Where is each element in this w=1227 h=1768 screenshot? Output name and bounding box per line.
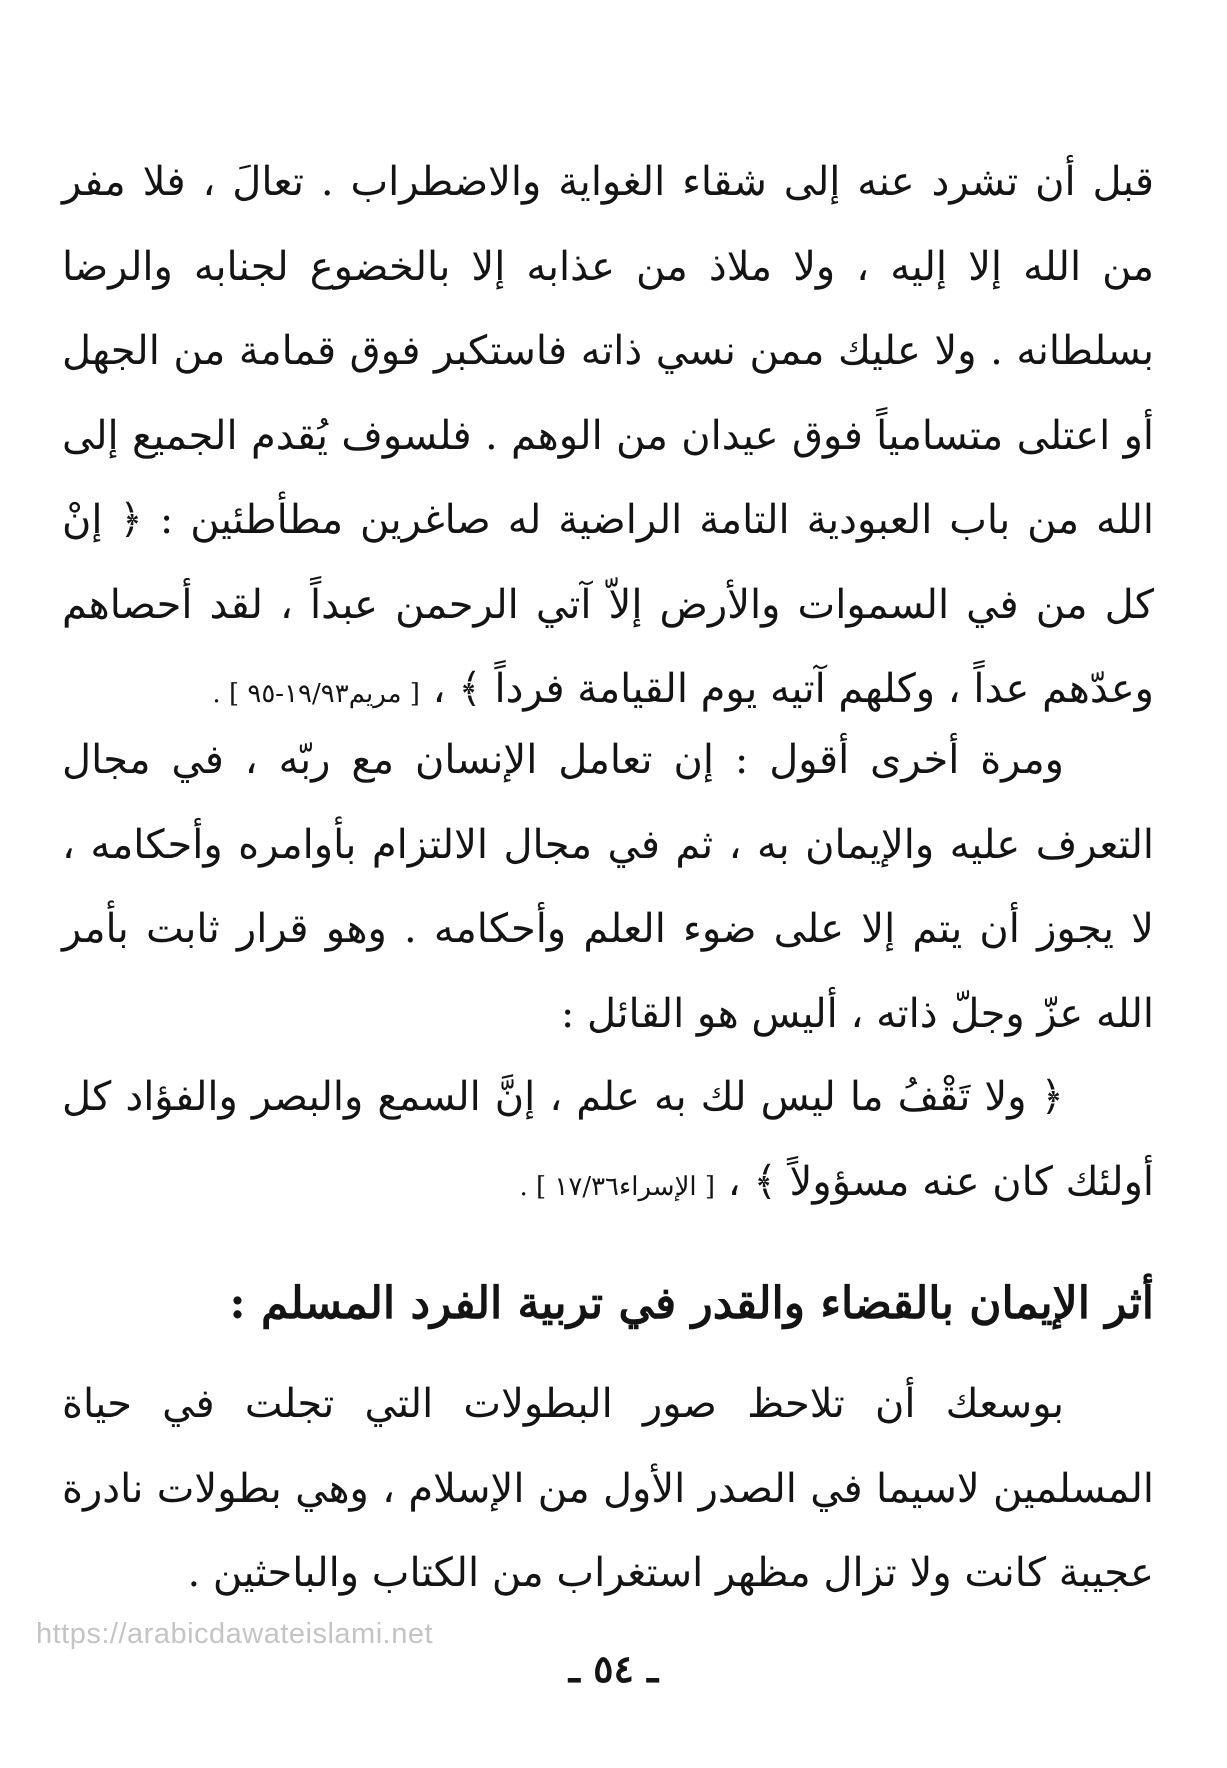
watermark-url: https://arabicdawateislami.net	[36, 1618, 434, 1650]
paragraph-2-text: ومرة أخرى أقول : إن تعامل الإنسان مع ربّه ، في مجال التعرف عليه والإيمان به ، ثم في مجال الالتزام بأوامره وأحكامه ، لا يجوز أن يتم إلا على ضوء العلم وأحكامه . وهو قرار ثابت بأمر الله عزّ وجلّ ذاته ، أليس هو القائل :	[62, 737, 1154, 1037]
page-number: ـ ٥٤ ـ	[568, 1646, 659, 1691]
paragraph-3-text: ﴿ ولا تَقْفُ ما ليس لك به علم ، إنَّ السمع والبصر والفؤاد كل أولئك كان عنه مسؤولاً ﴾ ،	[62, 1074, 1154, 1205]
section-heading: أثر الإيمان بالقضاء والقدر في تربية الفرد المسلم :	[229, 1278, 1154, 1329]
paragraph-1-text: قبل أن تشرد عنه إلى شقاء الغواية والاضطراب . تعالَ ، فلا مفر من الله إلا إليه ، ولا ملاذ من عذابه إلا بالخضوع لجنابه والرضا بسلطانه . ولا عليك ممن نسي ذاته فاستكبر فوق قمامة من الجهل أو اعتلى متسامياً فوق عيدان من الوهم . فلسوف يُقدم الجميع إلى الله من باب العبودية التامة الراضية له صاغرين مطأطئين : ﴿ إنْ كل من في السموات والأرض إلاّ آتي الرحمن عبداً ، لقد أحصاهم وعدّهم عداً ، وكلهم آتيه يوم القيامة فرداً ﴾ ،	[62, 159, 1154, 712]
quran-reference-maryam: [ مريم١٩/٩٣-٩٥ ] .	[212, 679, 420, 709]
paragraph-4-text: بوسعك أن تلاحظ صور البطولات التي تجلت في حياة المسلمين لاسيما في الصدر الأول من الإسلام ، وهي بطولات نادرة عجيبة كانت ولا تزال مظهر استغراب من الكتاب والباحثين .	[62, 1381, 1154, 1596]
paragraph-1	[62, 140, 1154, 737]
paragraph-4	[62, 1362, 1154, 1616]
quran-reference-isra: [ الإسراء١٧/٣٦ ] .	[519, 1171, 716, 1202]
paragraph-2	[62, 718, 1154, 1056]
paragraph-3-quote	[62, 1055, 1154, 1229]
